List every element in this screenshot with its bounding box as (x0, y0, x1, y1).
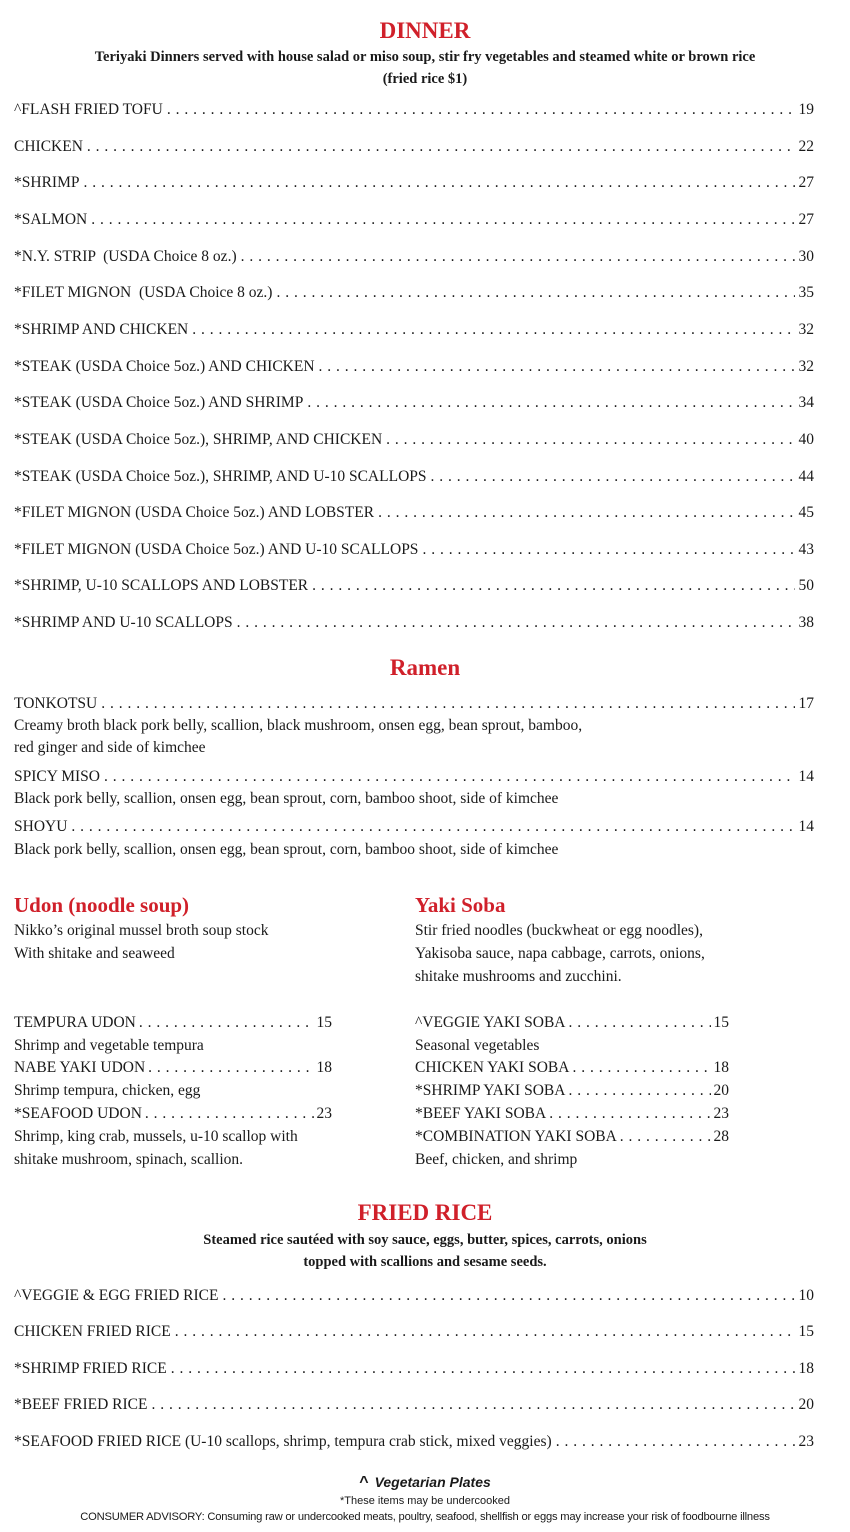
item-price: 43 (798, 541, 814, 558)
vegetarian-label: Vegetarian Plates (374, 1474, 491, 1490)
menu-item (14, 1321, 814, 1343)
menu-item (14, 1358, 814, 1380)
item-price: 20 (798, 1396, 814, 1413)
vegetarian-note (0, 1474, 850, 1492)
menu-item (14, 282, 814, 304)
item-name: SPICY MISO (14, 768, 100, 785)
item-price: 14 (798, 768, 814, 785)
dot-leader (431, 466, 795, 488)
item-price: 22 (798, 138, 814, 155)
dot-leader (148, 1057, 313, 1080)
dot-leader (549, 1103, 710, 1126)
item-name: *SHRIMP AND CHICKEN (14, 321, 189, 338)
dot-leader (312, 575, 794, 597)
item-price: 15 (798, 1323, 814, 1340)
menu-item (14, 1057, 332, 1080)
item-name: NABE YAKI UDON (14, 1059, 146, 1076)
dot-leader (87, 136, 795, 158)
item-name: *FILET MIGNON (USDA Choice 5oz.) AND LOBSTER (14, 504, 375, 521)
menu-item (415, 1103, 729, 1126)
item-description: Shrimp tempura, chicken, egg (14, 1082, 201, 1099)
dot-leader (222, 1285, 794, 1307)
dot-leader (568, 1080, 710, 1103)
menu-item (14, 392, 814, 414)
dot-leader (145, 1103, 314, 1126)
dot-leader (151, 1394, 794, 1416)
item-price: 27 (798, 174, 814, 191)
item-price: 23 (713, 1105, 729, 1122)
menu-item (14, 766, 814, 788)
fried-rice-title: FRIED RICE (357, 1200, 493, 1225)
dot-leader (101, 693, 794, 715)
dot-leader (572, 1057, 710, 1080)
menu-item (415, 1126, 729, 1149)
item-name: *SHRIMP AND U-10 SCALLOPS (14, 614, 233, 631)
menu-item (14, 1394, 814, 1416)
menu-item (14, 539, 814, 561)
dot-leader (386, 429, 794, 451)
item-name: *STEAK (USDA Choice 5oz.), SHRIMP, AND U-10 SCALLOPS (14, 468, 427, 485)
item-name: *SEAFOOD UDON (14, 1105, 142, 1122)
item-name: SHOYU (14, 818, 68, 835)
item-name: ^FLASH FRIED TOFU (14, 101, 163, 118)
dot-leader (104, 766, 795, 788)
menu-item (14, 1285, 814, 1307)
yakisoba-title: Yaki Soba (415, 893, 506, 917)
menu-item (14, 575, 814, 597)
menu-item (415, 1080, 729, 1103)
item-name: *BEEF YAKI SOBA (415, 1105, 547, 1122)
dot-leader (175, 1321, 795, 1343)
item-price: 32 (798, 358, 814, 375)
item-name: CHICKEN (14, 138, 83, 155)
item-name: *STEAK (USDA Choice 5oz.), SHRIMP, AND CHICKEN (14, 431, 383, 448)
item-name: *N.Y. STRIP (USDA Choice 8 oz.) (14, 248, 237, 265)
menu-item (415, 1057, 729, 1080)
item-description: Shrimp, king crab, mussels, u-10 scallop with (14, 1128, 298, 1145)
dinner-subtitle-note: (fried rice $1) (382, 71, 468, 87)
item-description: Shrimp and vegetable tempura (14, 1037, 204, 1054)
menu-item (14, 816, 814, 838)
item-description: Beef, chicken, and shrimp (415, 1151, 578, 1168)
dinner-subtitle: Teriyaki Dinners served with house salad or miso soup, stir fry vegetables and steamed white or brown rice (94, 49, 756, 65)
menu-item (14, 612, 814, 634)
item-name: *SEAFOOD FRIED RICE (U-10 scallops, shrimp, tempura crab stick, mixed veggies) (14, 1433, 552, 1450)
item-price: 44 (798, 468, 814, 485)
item-price: 34 (798, 394, 814, 411)
dot-leader (620, 1126, 711, 1149)
yakisoba-intro: Yakisoba sauce, napa cabbage, carrots, onions, (415, 945, 705, 962)
item-name: *FILET MIGNON (USDA Choice 8 oz.) (14, 284, 273, 301)
item-name: TEMPURA UDON (14, 1014, 136, 1031)
udon-intro: With shitake and seaweed (14, 945, 175, 962)
menu-item (14, 136, 814, 158)
dot-leader (241, 246, 795, 268)
item-name: CHICKEN YAKI SOBA (415, 1059, 570, 1076)
item-name: CHICKEN FRIED RICE (14, 1323, 171, 1340)
item-description: red ginger and side of kimchee (14, 739, 206, 756)
item-name: *SHRIMP (14, 174, 80, 191)
item-price: 10 (798, 1287, 814, 1304)
fried-rice-subtitle: topped with scallions and sesame seeds. (303, 1254, 547, 1270)
dot-leader (71, 816, 794, 838)
menu-item (14, 319, 814, 341)
item-price: 28 (713, 1128, 729, 1145)
item-price: 18 (798, 1360, 814, 1377)
item-name: *SHRIMP YAKI SOBA (415, 1082, 566, 1099)
dot-leader (307, 392, 794, 414)
dot-leader (171, 1358, 795, 1380)
item-name: *SHRIMP FRIED RICE (14, 1360, 167, 1377)
item-name: *SHRIMP, U-10 SCALLOPS AND LOBSTER (14, 577, 309, 594)
dot-leader (83, 172, 794, 194)
udon-intro: Nikko’s original mussel broth soup stock (14, 922, 269, 939)
menu-item (14, 502, 814, 524)
yakisoba-intro: shitake mushrooms and zucchini. (415, 968, 622, 985)
yakisoba-intro: Stir fried noodles (buckwheat or egg noodles), (415, 922, 703, 939)
item-name: *STEAK (USDA Choice 5oz.) AND CHICKEN (14, 358, 315, 375)
vegetarian-symbol: ^ (359, 1474, 369, 1491)
dot-leader (378, 502, 794, 524)
item-price: 38 (798, 614, 814, 631)
menu-item (14, 693, 814, 715)
item-price: 15 (713, 1014, 729, 1031)
menu-item (14, 1012, 332, 1035)
menu-item (14, 1431, 814, 1453)
menu-item (14, 356, 814, 378)
menu-item (14, 429, 814, 451)
item-name: *COMBINATION YAKI SOBA (415, 1128, 617, 1145)
item-price: 19 (798, 101, 814, 118)
item-price: 27 (798, 211, 814, 228)
dot-leader (139, 1012, 314, 1035)
ramen-title: Ramen (389, 655, 461, 680)
menu-item (14, 466, 814, 488)
item-price: 20 (713, 1082, 729, 1099)
item-description: Black pork belly, scallion, onsen egg, bean sprout, corn, bamboo shoot, side of kimchee (14, 790, 559, 807)
item-price: 14 (798, 818, 814, 835)
item-description: shitake mushroom, spinach, scallion. (14, 1151, 244, 1168)
item-description: Creamy broth black pork belly, scallion, black mushroom, onsen egg, bean sprout, bamboo, (14, 717, 583, 734)
consumer-advisory: CONSUMER ADVISORY: Consuming raw or undercooked meats, poultry, seafood, shellfish or eggs may increase your risk of foodbourne illness (80, 1511, 770, 1523)
undercooked-note: *These items may be undercooked (340, 1495, 510, 1507)
item-name: ^VEGGIE YAKI SOBA (415, 1014, 566, 1031)
menu-item (14, 246, 814, 268)
fried-rice-subtitle: Steamed rice sautéed with soy sauce, eggs, butter, spices, carrots, onions (203, 1232, 647, 1248)
item-price: 30 (798, 248, 814, 265)
item-price: 18 (713, 1059, 729, 1076)
menu-item (14, 209, 814, 231)
item-price: 15 (316, 1014, 332, 1031)
udon-title: Udon (noodle soup) (14, 893, 190, 917)
item-description: Black pork belly, scallion, onsen egg, bean sprout, corn, bamboo shoot, side of kimchee (14, 841, 559, 858)
item-price: 32 (798, 321, 814, 338)
dot-leader (167, 99, 795, 121)
menu-item (14, 99, 814, 121)
item-price: 23 (798, 1433, 814, 1450)
menu-item (415, 1012, 729, 1035)
dot-leader (276, 282, 794, 304)
item-name: *FILET MIGNON (USDA Choice 5oz.) AND U-10 SCALLOPS (14, 541, 419, 558)
dinner-title: DINNER (379, 18, 471, 43)
item-price: 23 (316, 1105, 332, 1122)
item-name: TONKOTSU (14, 695, 98, 712)
dot-leader (556, 1431, 795, 1453)
dot-leader (319, 356, 795, 378)
item-price: 40 (798, 431, 814, 448)
item-price: 18 (316, 1059, 332, 1076)
menu-item (14, 1103, 332, 1126)
dot-leader (422, 539, 794, 561)
item-price: 35 (798, 284, 814, 301)
item-price: 17 (798, 695, 814, 712)
dot-leader (237, 612, 795, 634)
dot-leader (91, 209, 794, 231)
item-description: Seasonal vegetables (415, 1037, 540, 1054)
dot-leader (569, 1012, 711, 1035)
item-price: 50 (798, 577, 814, 594)
item-price: 45 (798, 504, 814, 521)
item-name: *SALMON (14, 211, 88, 228)
item-name: *STEAK (USDA Choice 5oz.) AND SHRIMP (14, 394, 304, 411)
item-name: ^VEGGIE & EGG FRIED RICE (14, 1287, 219, 1304)
menu-item (14, 172, 814, 194)
dot-leader (192, 319, 794, 341)
item-name: *BEEF FRIED RICE (14, 1396, 148, 1413)
